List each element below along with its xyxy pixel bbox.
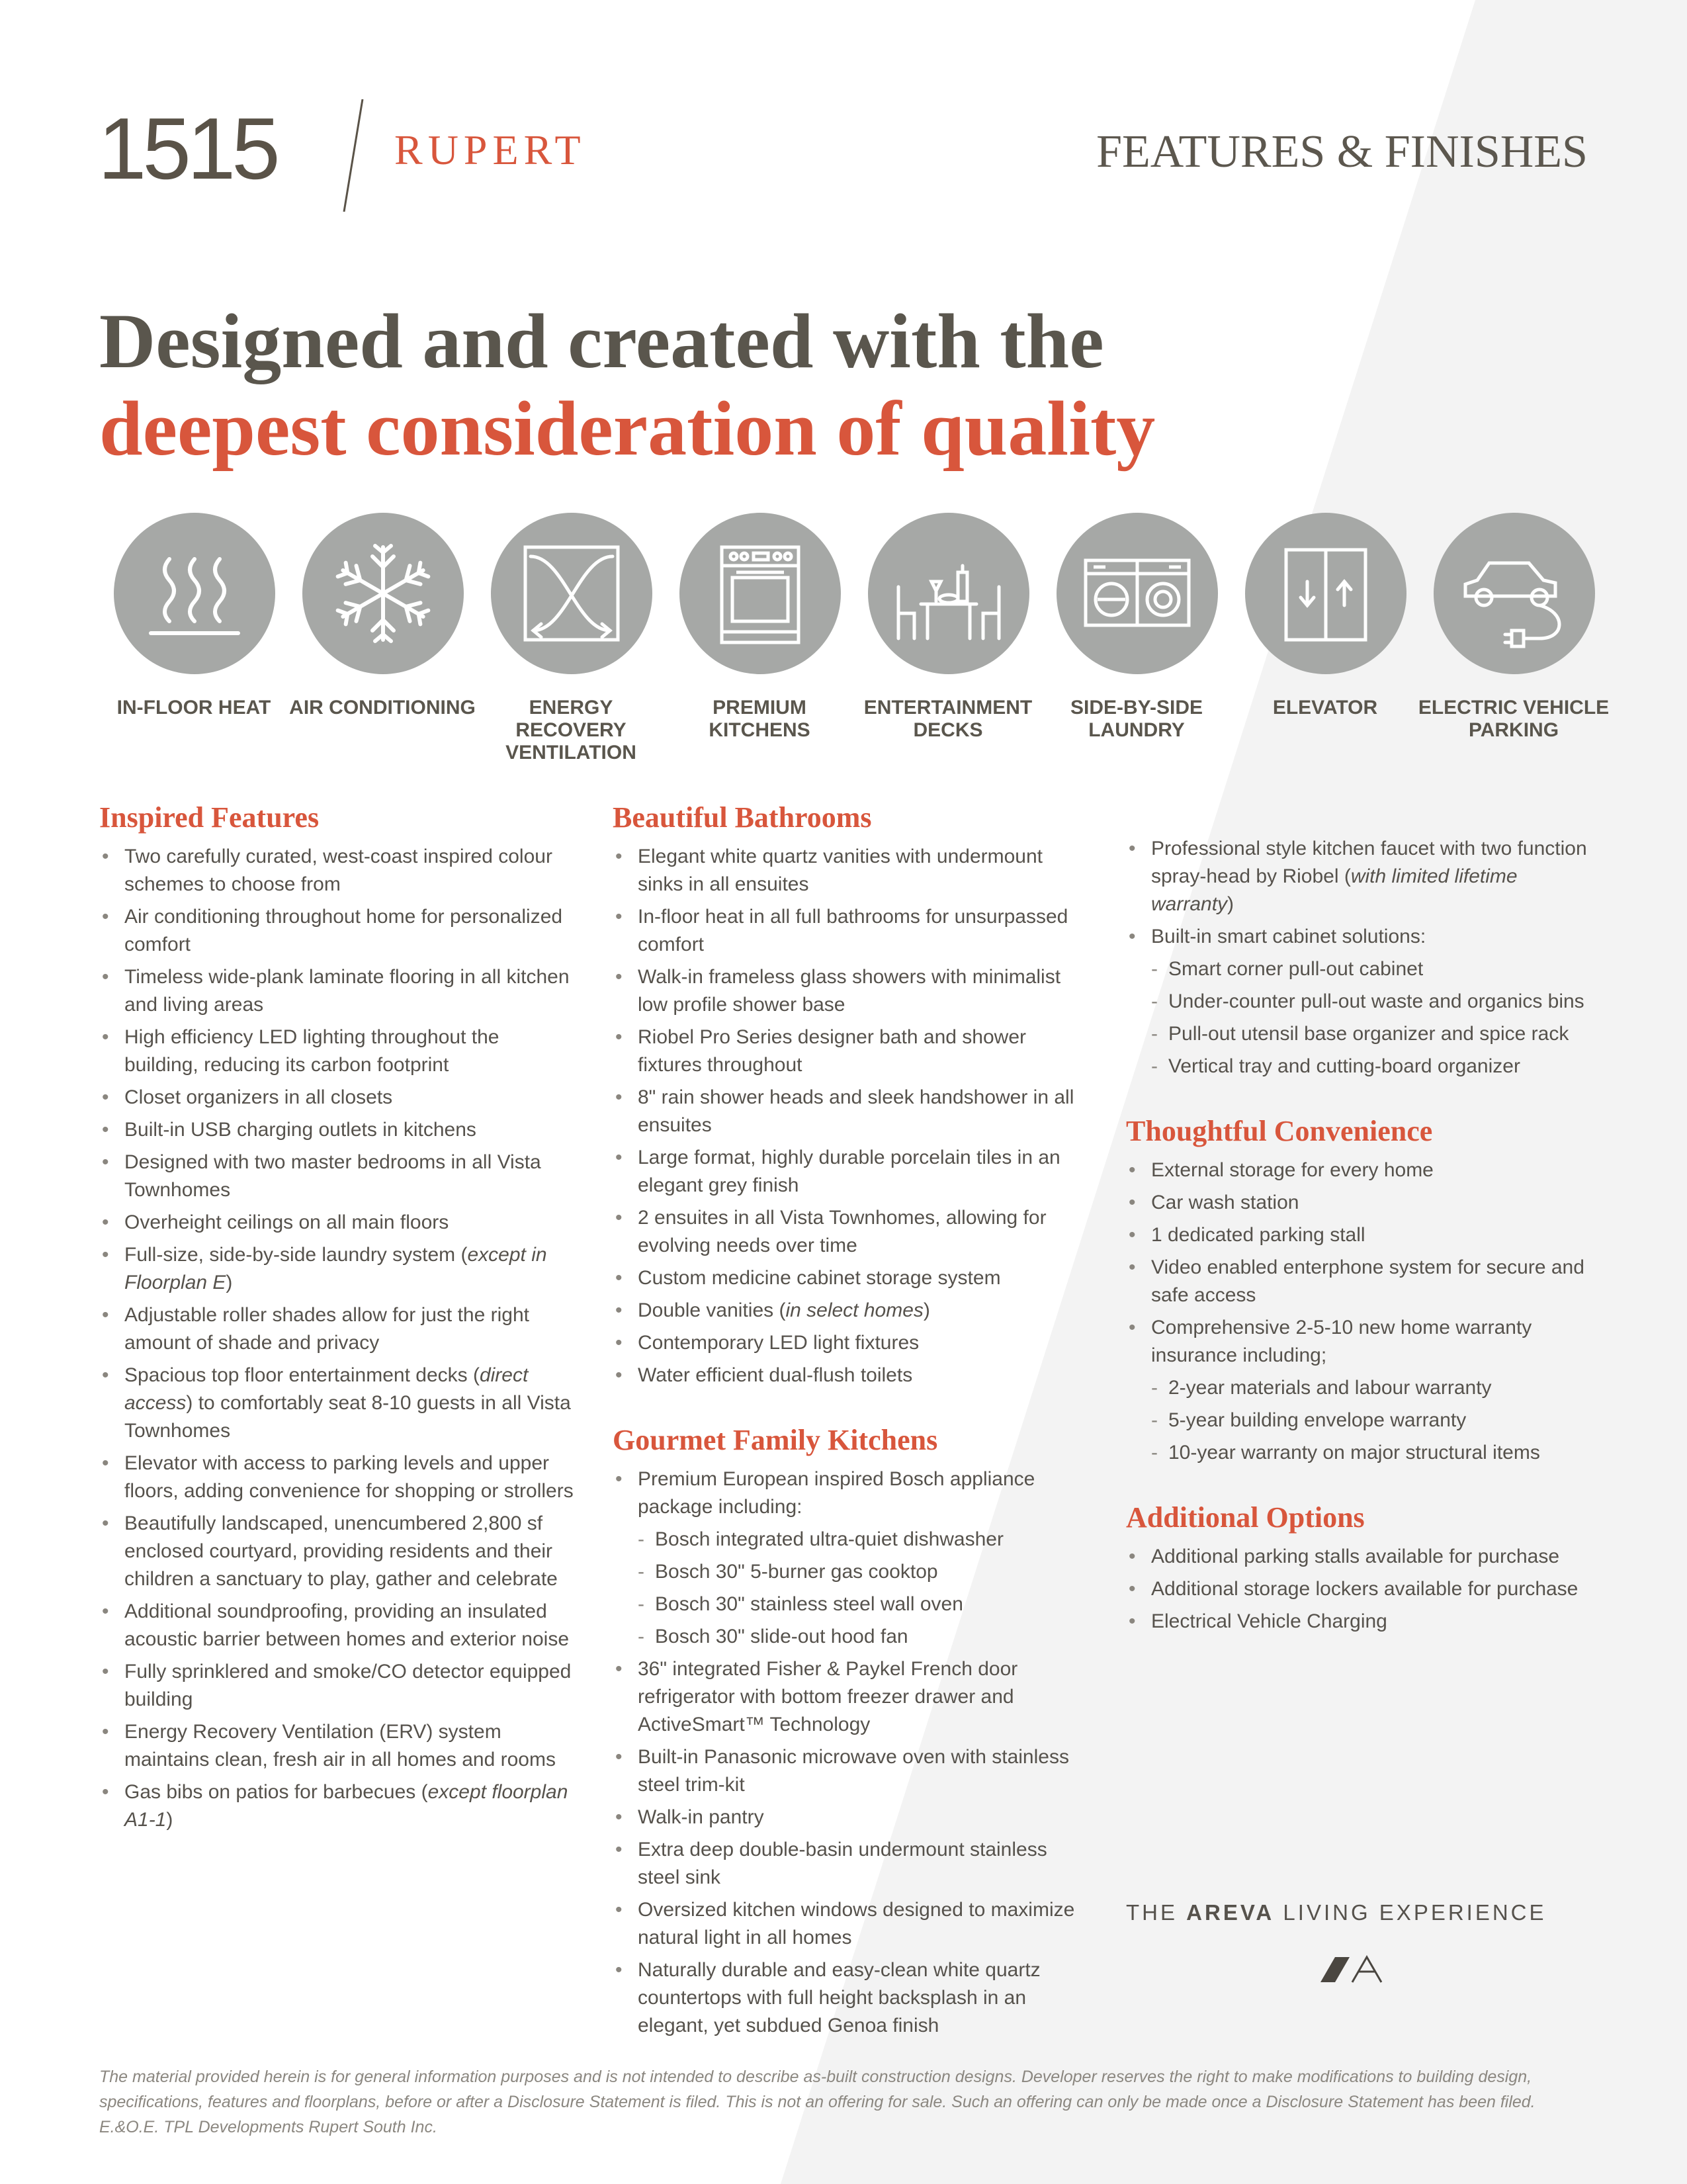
list-item: • Comprehensive 2-5-10 new home warranty insurance including; (1126, 1314, 1589, 1370)
heading-inspired-features: Inspired Features (99, 801, 320, 834)
feature-label: ELECTRIC VEHICLE PARKING (1418, 697, 1610, 741)
headline-line-1: Designed and created with the (99, 298, 1104, 384)
item-text: Gas bibs on patios for barbecues ( (124, 1781, 428, 1803)
list-item: • Fully sprinklered and smoke/CO detector equipped building (99, 1658, 576, 1714)
logo-word: RUPERT (394, 126, 586, 173)
list-item (99, 1778, 576, 1834)
list-item: • Premium European inspired Bosch appliance package including: (613, 1465, 1089, 1521)
list-item (99, 1241, 576, 1297)
feature-icons-row (98, 513, 1610, 777)
feature-entertainment-decks (852, 513, 1044, 777)
list-item: • 1 dedicated parking stall (1126, 1221, 1589, 1249)
list-beautiful-bathrooms (613, 843, 1089, 1389)
item-text: Full-size, side-by-side laundry system ( (124, 1244, 468, 1266)
feature-label: AIR CONDITIONING (289, 697, 476, 719)
feature-side-by-side-laundry (1041, 513, 1233, 777)
list-item: • Designed with two master bedrooms in all Vista Townhomes (99, 1149, 576, 1204)
item-emphasis: in select homes (785, 1299, 924, 1321)
list-item: • Oversized kitchen windows designed to maximize natural light in all homes (613, 1896, 1089, 1952)
list-item: • Elegant white quartz vanities with undermount sinks in all ensuites (613, 843, 1089, 898)
list-item: • 36" integrated Fisher & Paykel French door refrigerator with bottom freezer drawer and ActiveSmart™ Technology (613, 1655, 1089, 1739)
list-item: • Additional soundproofing, providing an insulated acoustic barrier between homes and exterior noise (99, 1598, 576, 1653)
item-emphasis: with limited lifetime warranty (1151, 865, 1518, 915)
list-sub-item: - Bosch 30" stainless steel wall oven (613, 1591, 1089, 1618)
areva-post: LIVING EXPERIENCE (1283, 1900, 1547, 1925)
list-item: • Beautifully landscaped, unencumbered 2,800 sf enclosed courtyard, providing residents and their children a sanctuary to play, gather and celebrate (99, 1510, 576, 1593)
list-item: • In-floor heat in all full bathrooms for unsurpassed comfort (613, 903, 1089, 959)
heading-thoughtful-convenience: Thoughtful Convenience (1126, 1115, 1433, 1147)
elevator-icon (1245, 513, 1406, 674)
list-item: • Large format, highly durable porcelain tiles in an elegant grey finish (613, 1144, 1089, 1200)
list-item: • Energy Recovery Ventilation (ERV) system maintains clean, fresh air in all homes and rooms (99, 1718, 576, 1774)
list-sub-item: - Bosch integrated ultra-quiet dishwasher (613, 1526, 1089, 1553)
electric-car-icon (1434, 513, 1595, 674)
areva-pre: THE (1126, 1900, 1178, 1925)
heat-icon (114, 513, 275, 674)
ventilation-icon (491, 513, 652, 674)
list-item: • 2 ensuites in all Vista Townhomes, allowing for evolving needs over time (613, 1204, 1089, 1260)
list-item: • Video enabled enterphone system for secure and safe access (1126, 1254, 1589, 1309)
list-item: • Walk-in frameless glass showers with minimalist low profile shower base (613, 963, 1089, 1019)
list-item (99, 1362, 576, 1445)
list-sub-item: - Under-counter pull-out waste and organics bins (1126, 988, 1589, 1016)
logo-slash (336, 99, 369, 212)
list-gourmet-kitchens (613, 1465, 1089, 2040)
list-item: • 8" rain shower heads and sleek handshower in all ensuites (613, 1084, 1089, 1139)
disclaimer: The material provided herein is for general information purposes and is not intended to describe as-built construction designs. Developer reserves the right to make modifications to building design, specifications, features and floorplans, before or after a Disclosure Statement is filed. This is not an offering for sale. Such an offering can only be made once a Disclosure Statement has been filed. E.&O.E. TPL Developments Rupert South Inc. (99, 2068, 1536, 2136)
areva-tagline (1126, 1900, 1589, 1925)
item-emphasis: except floorplan A1-1 (124, 1781, 568, 1831)
feature-label: ENTERTAINMENT DECKS (863, 697, 1033, 741)
list-item: • Air conditioning throughout home for personalized comfort (99, 903, 576, 959)
item-text: Double vanities ( (638, 1299, 786, 1321)
list-sub-item: - 10-year warranty on major structural items (1126, 1439, 1589, 1467)
list-item (613, 1297, 1089, 1325)
list-item: • Timeless wide-plank laminate flooring in all kitchen and living areas (99, 963, 576, 1019)
section-title: FEATURES & FINISHES (1096, 126, 1588, 177)
list-item: • Electrical Vehicle Charging (1126, 1608, 1589, 1636)
item-text: ) to comfortably seat 8-10 guests in all Vista Townhomes (124, 1392, 571, 1442)
list-item: • Additional storage lockers available for purchase (1126, 1575, 1589, 1603)
list-item: • Water efficient dual-flush toilets (613, 1362, 1089, 1389)
list-item: • Two carefully curated, west-coast inspired colour schemes to choose from (99, 843, 576, 898)
snowflake-icon (302, 513, 464, 674)
list-additional-options (1126, 1543, 1589, 1636)
feature-elevator (1229, 513, 1421, 777)
feature-label: IN-FLOOR HEAT (116, 697, 271, 719)
column-bathrooms-kitchens (613, 801, 1089, 2044)
feature-premium-kitchens (664, 513, 855, 777)
list-sub-item: - Bosch 30" 5-burner gas cooktop (613, 1558, 1089, 1586)
heading-additional-options: Additional Options (1126, 1501, 1365, 1534)
list-kitchens-continued (1126, 835, 1589, 1080)
list-item: • Naturally durable and easy-clean white quartz countertops with full height backsplash in an elegant, yet subdued Genoa finish (613, 1956, 1089, 2040)
feature-in-floor-heat (98, 513, 290, 777)
feature-electric-vehicle-parking (1418, 513, 1610, 777)
list-inspired-features (99, 843, 576, 1834)
column-inspired-features (99, 801, 576, 1839)
item-text: Professional style kitchen faucet with two function spray-head by Riobel ( (1151, 838, 1587, 887)
list-item: • Additional parking stalls available for purchase (1126, 1543, 1589, 1571)
list-sub-item: - 2-year materials and labour warranty (1126, 1374, 1589, 1402)
areva-branding (1126, 1900, 1589, 1925)
list-sub-item: - Bosch 30" slide-out hood fan (613, 1623, 1089, 1651)
feature-label: ENERGY RECOVERY VENTILATION (505, 697, 636, 764)
list-item: • Car wash station (1126, 1189, 1589, 1217)
headline (99, 298, 1155, 472)
list-item: • Built-in Panasonic microwave oven with stainless steel trim-kit (613, 1743, 1089, 1799)
list-sub-item: - Pull-out utensil base organizer and spice rack (1126, 1020, 1589, 1048)
list-item: • Built-in USB charging outlets in kitchens (99, 1116, 576, 1144)
feature-energy-recovery-ventilation (475, 513, 667, 777)
feature-label: ELEVATOR (1272, 697, 1378, 719)
feature-air-conditioning (286, 513, 478, 777)
item-text: ) (166, 1809, 173, 1831)
list-item: • Contemporary LED light fixtures (613, 1329, 1089, 1357)
table-icon (868, 513, 1029, 674)
areva-logo-mark (1311, 1953, 1384, 1993)
item-text: Spacious top floor entertainment decks ( (124, 1364, 480, 1386)
list-item: • High efficiency LED lighting throughout the building, reducing its carbon footprint (99, 1024, 576, 1079)
list-item: • Extra deep double-basin undermount stainless steel sink (613, 1836, 1089, 1892)
list-item: • Elevator with access to parking levels and upper floors, adding convenience for shopping or strollers (99, 1450, 576, 1505)
heading-gourmet-kitchens: Gourmet Family Kitchens (613, 1424, 938, 1456)
list-sub-item: - Vertical tray and cutting-board organizer (1126, 1053, 1589, 1080)
list-item: • Overheight ceilings on all main floors (99, 1209, 576, 1237)
list-item: • Closet organizers in all closets (99, 1084, 576, 1112)
logo (98, 99, 586, 212)
list-sub-item: - 5-year building envelope warranty (1126, 1407, 1589, 1434)
heading-beautiful-bathrooms: Beautiful Bathrooms (613, 801, 872, 834)
list-item: • Built-in smart cabinet solutions: (1126, 923, 1589, 951)
list-sub-item: - Smart corner pull-out cabinet (1126, 955, 1589, 983)
areva-brand: AREVA (1186, 1900, 1275, 1925)
item-text: ) (923, 1299, 930, 1321)
item-text: ) (1227, 893, 1234, 915)
logo-number: 1515 (98, 100, 277, 197)
laundry-icon (1057, 513, 1218, 674)
feature-label: SIDE-BY-SIDE LAUNDRY (1070, 697, 1203, 741)
item-text: ) (226, 1272, 233, 1293)
list-item: • External storage for every home (1126, 1157, 1589, 1184)
list-item: • Adjustable roller shades allow for just the right amount of shade and privacy (99, 1301, 576, 1357)
list-item: • Riobel Pro Series designer bath and shower fixtures throughout (613, 1024, 1089, 1079)
column-convenience-options (1126, 835, 1589, 1640)
list-item: • Walk-in pantry (613, 1804, 1089, 1831)
headline-line-2: deepest consideration of quality (99, 385, 1156, 472)
item-emphasis: direct access (124, 1364, 529, 1414)
list-thoughtful-convenience (1126, 1157, 1589, 1467)
list-item: • Custom medicine cabinet storage system (613, 1264, 1089, 1292)
item-emphasis: except in Floorplan E (124, 1244, 547, 1293)
list-item (1126, 835, 1589, 918)
feature-label: PREMIUM KITCHENS (709, 697, 810, 741)
oven-icon (679, 513, 841, 674)
